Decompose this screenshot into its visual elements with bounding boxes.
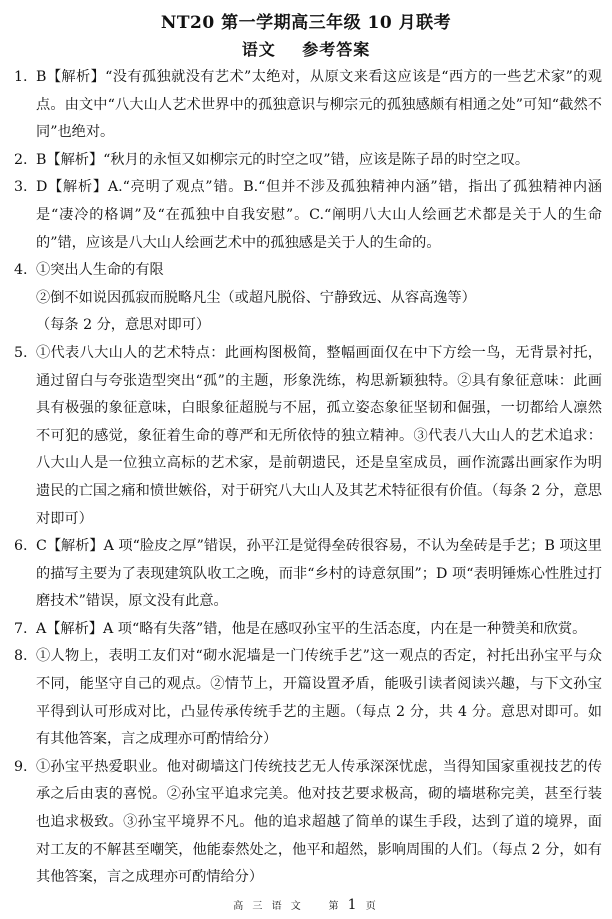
answer-item [14, 643, 602, 753]
answer-item [14, 174, 602, 257]
footer-subject: 高 三 语 文 [233, 901, 304, 912]
answer-item [14, 257, 602, 340]
footer-page-suffix: 页 [365, 901, 379, 912]
page-subtitle [0, 37, 612, 60]
answer-body [36, 533, 602, 616]
answer-item [14, 340, 602, 533]
answer-body [36, 754, 602, 892]
answer-paragraph: A【解析】A 项“略有失落”错，他是在感叹孙宝平的生活态度，内在是一种赞美和欣赏。 [36, 620, 587, 637]
answer-number: 5. [14, 344, 28, 361]
answer-body [36, 257, 602, 340]
answer-paragraph: D【解析】A.“亮明了观点”错。B.“但并不涉及孤独精神内涵”错，指出了孤独精神内涵是“凄冷的格调”及“在孤独中自我安慰”。C.“阐明八大山人绘画艺术都是关于人的生命的”错，应该是八大山人绘画艺术中的孤独感是关于人的生命的。 [36, 179, 602, 251]
answer-paragraph: B【解析】“秋月的永恒又如柳宗元的时空之叹”错，应该是陈子昂的时空之叹。 [36, 151, 530, 168]
footer-page-number: 1 [347, 897, 360, 913]
answer-number: 9. [14, 758, 28, 775]
subject-label: 语文 [241, 40, 276, 59]
answer-body [36, 147, 602, 175]
answer-label: 参考答案 [302, 40, 371, 59]
answer-number: 8. [14, 648, 28, 665]
answer-paragraph: C【解析】A 项“脸皮之厚”错误，孙平江是觉得垒砖很容易，不认为垒砖是手艺；B 项这里的描写主要为了表现建筑队收工之晚，而非“乡村的诗意氛围”；D 项“表明锤炼心性胜过打磨技术”错误，原文没有此意。 [36, 538, 602, 610]
answer-body [36, 64, 602, 147]
answer-body [36, 616, 602, 644]
answer-number: 6. [14, 538, 28, 555]
page-footer [0, 897, 612, 913]
answer-number: 2. [14, 151, 28, 168]
answer-paragraph: ①孙宝平热爱职业。他对砌墙这门传统技艺无人传承深深忧虑，当得知国家重视技艺的传承之后由衷的喜悦。②孙宝平追求完美。他对技艺要求极高，砌的墙堪称完美，甚至行装也追求极致。③孙宝平境界不凡。他的追求超越了简单的谋生手段，达到了道的境界，面对工友的不解甚至嘲笑，他能泰然处之，他平和超然，影响周围的人们。（每点 2 分，如有其他答案，言之成理亦可酌情给分） [36, 758, 602, 886]
answer-paragraph: B【解析】“没有孤独就没有艺术”太绝对，从原文来看这应该是“西方的一些艺术家”的观点。由文中“八大山人艺术世界中的孤独意识与柳宗元的孤独感颇有相通之处”可知“截然不同”也绝对。 [36, 69, 602, 141]
answer-item [14, 754, 602, 892]
answer-item [14, 533, 602, 616]
answer-item [14, 147, 602, 175]
answer-paragraph: ①人物上，表明工友们对“砌水泥墙是一门传统手艺”这一观点的否定，衬托出孙宝平与众不同，能坚守自己的观点。②情节上，开篇设置矛盾，能吸引读者阅读兴趣，与下文孙宝平得到认可形成对比，凸显传承传统手艺的主题。（每点 2 分，共 4 分。意思对即可。如有其他答案，言之成理亦可酌情给分） [36, 648, 602, 748]
answer-list [14, 64, 602, 892]
answer-body [36, 174, 602, 257]
answer-item [14, 616, 602, 644]
answer-body [36, 340, 602, 533]
answer-item [14, 64, 602, 147]
answer-paragraph: ②倒不如说因孤寂而脱略凡尘（或超凡脱俗、宁静致远、从容高逸等） [36, 289, 476, 306]
answer-number: 7. [14, 620, 28, 637]
answer-number: 4. [14, 262, 28, 279]
answer-body [36, 643, 602, 753]
answer-paragraph: ①代表八大山人的艺术特点：此画构图极简，整幅画面仅在中下方绘一鸟，无背景衬托，通过留白与夸张造型突出“孤”的主题，形象洗练，构思新颖独特。②具有象征意味：此画具有极强的象征意味，白眼象征超脱与不屈，孤立姿态象征坚韧和倔强，一切都给人凛然不可犯的感觉，象征着生命的尊严和无所依恃的独立精神。③代表八大山人的艺术追求：八大山人是一位独立高标的艺术家，是前朝遗民，还是皇室成员，画作流露出画家作为明遗民的亡国之痛和愤世嫉俗，对于研究八大山人及其艺术特征很有价值。（每条 2 分，意思对即可） [36, 344, 602, 527]
page-title: NT20 第一学期高三年级 10 月联考 [160, 13, 452, 33]
answer-paragraph: ①突出人生命的有限 [36, 262, 164, 279]
answer-number: 3. [14, 179, 28, 196]
answer-paragraph: （每条 2 分，意思对即可） [36, 317, 211, 334]
answer-number: 1. [14, 69, 28, 85]
footer-page-prefix: 第 [328, 901, 342, 912]
